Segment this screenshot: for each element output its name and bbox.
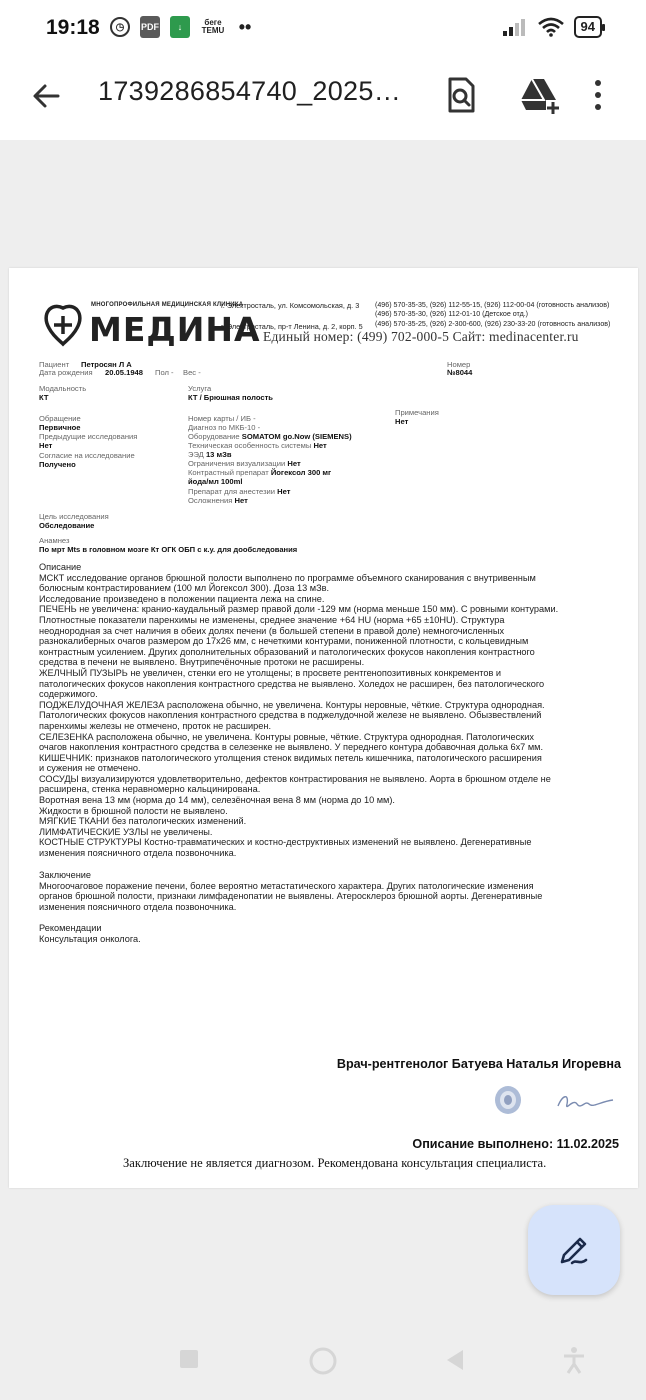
text-line: ЛИМФАТИЧЕСКИЕ УЗЛЫ не увеличены. <box>39 826 213 837</box>
text-line: изменения поясничного отдела позвоночника. <box>39 901 237 912</box>
contrast-row: Контрастный препарат Йогексол 300 мг <box>188 468 332 477</box>
text-line: Воротная вена 13 мм (норма до 14 мм), селезёночная вена 8 мм (норма до 10 мм). <box>39 795 395 806</box>
text-line: Патологических фокусов накопления контрастного средства в поджелудочной железе не выявлено. Обызвествлений <box>39 710 542 721</box>
text-line: МСКТ исследование органов брюшной полости выполнено по программе объемного сканирования с внутривенным <box>39 572 536 583</box>
phones-line-2: (496) 570-35-30, (926) 112-01-10 (Детское отд.) <box>375 310 529 318</box>
contrast-value: Йогексол 300 мг <box>270 468 332 477</box>
document-title: 1739286854740_2025… <box>98 76 401 106</box>
signal-icon <box>502 17 528 37</box>
navigation-bar <box>0 1328 646 1400</box>
tech-feature-value: Нет <box>313 441 327 450</box>
equipment-value: SOMATOM go.Now (SIEMENS) <box>241 432 352 441</box>
service-label: Услуга <box>188 384 212 393</box>
text-line: содержимого. <box>39 689 98 700</box>
edit-annotate-button[interactable] <box>528 1205 620 1295</box>
text-line: патологических фокусов накопления контрастного средства не выявлено. Холедох не расширен, без патологического <box>39 678 545 689</box>
drive-add-icon[interactable] <box>518 74 560 116</box>
contrast-value-2: йода/мл 100ml <box>188 477 243 486</box>
text-line: очагов накопления контрастного средства в селезенке не выявлено. У переднего контура добавочная долька 6x7 мм. <box>39 742 544 753</box>
doctor-signature-line: Врач-рентгенолог Батуева Наталья Игоревна <box>336 1057 621 1071</box>
anamnesis-value: По мрт Mts в головном мозге Кт ОГК ОБП с к.у. для дообследования <box>39 545 298 554</box>
status-bar <box>0 0 646 58</box>
clinic-logo <box>39 298 261 349</box>
overflow-menu-icon[interactable] <box>588 74 608 116</box>
text-line: расширена, стенка неравномерно кальцинирована. <box>39 784 261 795</box>
wifi-icon <box>538 17 564 37</box>
download-icon: ↓ <box>170 16 190 38</box>
search-document-icon[interactable] <box>440 74 482 116</box>
number-value: №8044 <box>447 368 473 377</box>
consent-label: Согласие на исследование <box>39 451 135 460</box>
disclaimer-text: Заключение не является диагнозом. Рекомендована консультация специалиста. <box>123 1156 547 1170</box>
accessibility-icon[interactable] <box>562 1346 586 1374</box>
number-label: Номер <box>447 360 471 369</box>
section-heading: Заключение <box>39 870 92 880</box>
address-line-2: г. Электросталь, пр-т Ленина, д. 2, корп. 5 <box>221 322 363 331</box>
text-line: и сужения не отмечено. <box>39 763 141 774</box>
complications-value: Нет <box>234 496 248 505</box>
section-heading: Рекомендации <box>39 923 102 933</box>
previous-studies-label: Предыдущие исследования <box>39 432 138 441</box>
text-line: Многоочаговое поражение печени, более вероятно метастатического характера. Других патологические изменения <box>39 880 534 891</box>
text-line: болюсным контрастированием (100 мл Йогексол 300). Доза 13 мЗв. <box>39 583 330 594</box>
goal-label: Цель исследования <box>39 512 109 521</box>
anamnesis-label: Анамнез <box>39 536 70 545</box>
dob-label: Дата рождения <box>39 368 93 377</box>
appeal-label: Обращение <box>39 414 81 423</box>
eed-value: 13 мЗв <box>205 450 232 459</box>
tech-feature-row: Техническая особенность системы Нет <box>188 441 327 450</box>
text-line: МЯГКИЕ ТКАНИ без патологических изменений. <box>39 816 247 827</box>
weight-label: Вес - <box>183 368 201 377</box>
recent-apps-icon[interactable] <box>178 1348 200 1370</box>
service-value: КТ / Брюшная полость <box>188 393 273 402</box>
status-time: 19:18 <box>46 16 100 39</box>
card-number-label: Номер карты / ИБ - <box>188 414 256 423</box>
text-line: паренхимы железы не отмечено, проток не расширен. <box>39 720 271 731</box>
text-line: СОСУДЫ визуализируются удовлетворительно, дефектов контрастирования не выявлено. Аорта в брюшном отделе не <box>39 773 551 784</box>
text-line: органов брюшной полости, признаки лимфаденопатии не выявлены. Атеросклероз брюшной аорты. Дегенеративные <box>39 891 543 902</box>
completion-date: Описание выполнено: 11.02.2025 <box>412 1137 619 1151</box>
mkb-label: Диагноз по МКБ-10 - <box>188 423 261 432</box>
phones-line-3: (496) 570-35-25, (926) 2-300-600, (926) 230-33-20 (готовность анализов) <box>375 320 611 328</box>
unified-contact-line: Единый номер: (499) 702-000-5 Сайт: medinacenter.ru <box>263 329 579 344</box>
modality-value: КТ <box>39 393 49 402</box>
text-line: ПЕЧЕНЬ не увеличена: кранио-каудальный размер правой доли -129 мм (норма меньше 150 мм). С ровными контурами. <box>39 604 559 615</box>
clinic-name: МЕДИНА <box>89 310 261 349</box>
anesthesia-row: Препарат для анестезии Нет <box>188 487 291 496</box>
modality-label: Модальность <box>39 384 87 393</box>
complications-row: Осложнения Нет <box>188 496 248 505</box>
temu-icon: беге TEMU <box>201 18 225 35</box>
text-line: изменения поясничного отдела позвоночника. <box>39 848 237 859</box>
sex-label: Пол - <box>155 368 174 377</box>
patient-value: Петросян Л А <box>81 360 132 369</box>
text-line: Консультация онколога. <box>39 933 141 944</box>
text-line: неоднородная за счет наличия в обеих долях печени (в большей степени в правой доле) немногочисленных <box>39 625 505 636</box>
section-heading: Описание <box>39 562 82 572</box>
stamp-icon <box>493 1084 523 1116</box>
equipment-row: Оборудование SOMATOM go.Now (SIEMENS) <box>188 432 352 441</box>
system-icons <box>502 16 602 38</box>
conclusion-section <box>39 870 631 912</box>
appeal-value: Первичное <box>39 423 81 432</box>
text-line: средства в печени не выявлено. Внутрипечёночные протоки не расширены. <box>39 657 365 668</box>
previous-studies-value: Нет <box>39 441 53 450</box>
text-line: Плотностные показатели паренхимы не изменены, среднее значение +64 HU (норма +65 ±10HU). Структура <box>39 614 505 625</box>
app-bar <box>0 58 646 140</box>
clinic-logo-mark <box>39 300 89 348</box>
notes-label: Примечания <box>395 408 439 417</box>
recommendations-section <box>39 923 631 944</box>
limits-row: Ограничения визуализации Нет <box>188 459 301 468</box>
text-line: ЖЕЛЧНЫЙ ПУЗЫРЬ не увеличен, стенки его не утолщены; в просвете рентгенопозитивных конкрементов и <box>39 667 502 678</box>
eed-row: ЭЭД 13 мЗв <box>188 450 232 459</box>
text-line: ПОДЖЕЛУДОЧНАЯ ЖЕЛЕЗА расположена обычно, не увеличена. Контуры неровные, чёткие. Структура однородная. <box>39 699 545 710</box>
address-line-1: г. Электросталь, ул. Комсомольская, д. 3 <box>221 301 360 310</box>
text-line: СЕЛЕЗЕНКА расположена обычно, не увеличена. Контуры ровные, чёткие. Структура однородная. Патологических <box>39 731 534 742</box>
consent-value: Получено <box>39 460 76 469</box>
back-nav-icon[interactable] <box>444 1348 466 1372</box>
more-dots-icon: •• <box>238 16 252 37</box>
text-line: разнокалиберных очагов размером до 17x26 мм, с нечеткими контурами, пониженной плотности, с кольцевидным <box>39 636 529 647</box>
dob-value: 20.05.1948 <box>105 368 144 377</box>
text-line: КИШЕЧНИК: признаков патологического утолщения стенок видимых петель кишечника, патологического расширения <box>39 752 542 763</box>
text-line: Исследование произведено в положении пациента лежа на спине. <box>39 593 325 604</box>
text-line: контрастным усилением. Других дополнительных образований и патологических фокусов накопления контрастного <box>39 646 535 657</box>
limits-value: Нет <box>287 459 301 468</box>
notification-icons <box>110 16 254 38</box>
back-arrow-icon[interactable] <box>28 76 68 116</box>
notes-value: Нет <box>395 417 409 426</box>
patient-label: Пациент <box>39 360 70 369</box>
home-icon[interactable] <box>308 1346 338 1376</box>
handwritten-signature-icon <box>555 1090 617 1114</box>
pdf-icon: PDF <box>140 16 160 38</box>
text-line: Жидкости в брюшной полости не выявлено. <box>39 805 228 816</box>
phones-line-1: (496) 570-35-35, (926) 112-55-15, (926) 112-00-04 (готовность анализов) <box>375 301 610 309</box>
description-section <box>39 562 631 859</box>
anesthesia-value: Нет <box>277 487 291 496</box>
document-page[interactable] <box>9 268 638 1188</box>
text-line: КОСТНЫЕ СТРУКТУРЫ Костно-травматических и костно-деструктивных изменений не выявлено. Дегенеративные <box>39 837 532 848</box>
pen-edit-icon <box>556 1232 592 1268</box>
clinic-tagline: МНОГОПРОФИЛЬНАЯ МЕДИЦИНСКАЯ КЛИНИКА <box>91 302 244 308</box>
battery-indicator: 94 <box>574 16 602 38</box>
goal-value: Обследование <box>39 521 95 530</box>
alarm-clock-icon: ◷ <box>110 17 130 37</box>
